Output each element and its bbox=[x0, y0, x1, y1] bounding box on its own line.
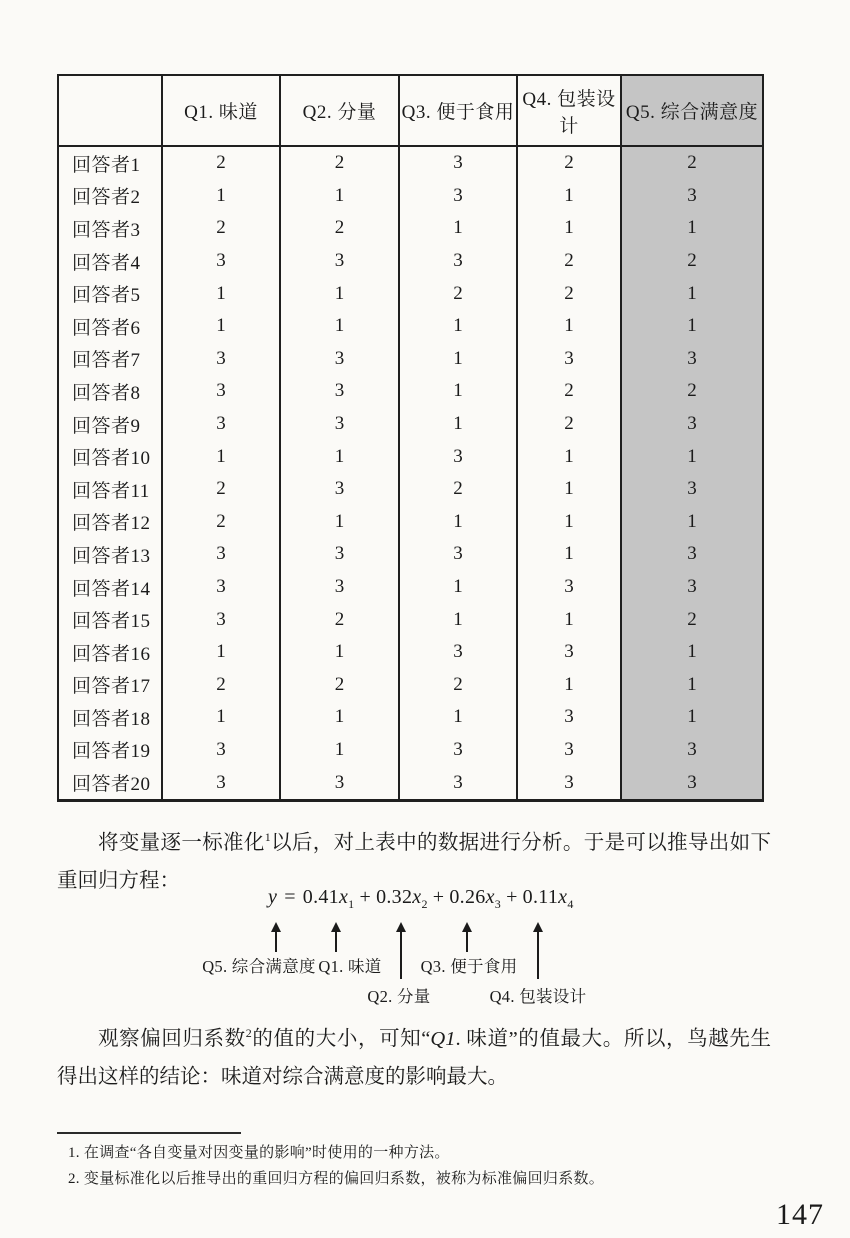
table-header-row bbox=[58, 75, 763, 146]
cell-q2: 1 bbox=[280, 701, 399, 734]
cell-q4: 3 bbox=[517, 636, 621, 669]
paragraph-text: ”的值最大。所以，鸟越先生得出这样的结论：味道对综合满意度的影响最大。 bbox=[57, 1028, 772, 1088]
cell-q5: 3 bbox=[621, 343, 763, 376]
table-row bbox=[58, 538, 763, 571]
paragraph-text: 的值的大小，可知“ bbox=[251, 1028, 431, 1050]
table-row bbox=[58, 473, 763, 506]
annotation-label-q2: Q2. 分量 bbox=[367, 987, 431, 1006]
paragraph-text: 观察偏回归系数 bbox=[98, 1028, 246, 1050]
annotation-label-q1: Q1. 味道 bbox=[318, 957, 382, 976]
table-row bbox=[58, 701, 763, 734]
equation-term-4: $0.11x_4$ bbox=[522, 886, 574, 911]
cell-q4: 1 bbox=[517, 180, 621, 213]
cell-q1: 1 bbox=[162, 180, 280, 213]
cell-q5: 1 bbox=[621, 636, 763, 669]
cell-q4: 2 bbox=[517, 408, 621, 441]
cell-q4: 3 bbox=[517, 343, 621, 376]
equation-lhs: y bbox=[268, 886, 278, 908]
cell-q2: 3 bbox=[280, 538, 399, 571]
table-row bbox=[58, 343, 763, 376]
row-label: 回答者6 bbox=[72, 317, 141, 339]
corner-cell bbox=[58, 75, 162, 146]
cell-q2: 3 bbox=[280, 571, 399, 604]
row-label: 回答者9 bbox=[72, 415, 141, 437]
cell-q1: 1 bbox=[162, 440, 280, 473]
row-label: 回答者20 bbox=[72, 774, 151, 796]
cell-q3: 2 bbox=[399, 473, 517, 506]
table-row bbox=[58, 245, 763, 278]
paragraph-text: 以后，对上表中的数据进行分析。于是可以推导出如下重回归方程： bbox=[57, 832, 771, 892]
row-label: 回答者1 bbox=[72, 154, 141, 176]
cell-q1: 3 bbox=[162, 245, 280, 278]
cell-q5: 3 bbox=[621, 734, 763, 767]
plus-sign: + bbox=[506, 886, 518, 908]
cell-q1: 3 bbox=[162, 766, 280, 800]
equals-sign: = bbox=[284, 886, 296, 908]
equation-term-2: $0.32x_2$ bbox=[376, 886, 428, 911]
cell-q4: 1 bbox=[517, 310, 621, 343]
annotation-label-q5: Q5. 综合满意度 bbox=[202, 957, 316, 976]
row-label: 回答者11 bbox=[72, 480, 150, 502]
equation-term-3: $0.26x_3$ bbox=[449, 886, 502, 911]
cell-q2: 3 bbox=[280, 473, 399, 506]
row-label: 回答者13 bbox=[72, 545, 151, 567]
table-row bbox=[58, 310, 763, 343]
col-header-q2: Q2. 分量 bbox=[280, 75, 399, 146]
cell-q2: 2 bbox=[280, 669, 399, 702]
cell-q3: 3 bbox=[399, 636, 517, 669]
cell-q5: 2 bbox=[621, 245, 763, 278]
cell-q2: 1 bbox=[280, 440, 399, 473]
cell-q3: 1 bbox=[399, 506, 517, 539]
arrow-up-icon bbox=[275, 931, 277, 952]
cell-q4: 1 bbox=[517, 473, 621, 506]
footnotes bbox=[68, 1140, 788, 1192]
cell-q2: 3 bbox=[280, 408, 399, 441]
footnote-separator bbox=[57, 1132, 241, 1134]
cell-q1: 2 bbox=[162, 146, 280, 180]
cell-q4: 1 bbox=[517, 603, 621, 636]
table-row bbox=[58, 146, 763, 180]
footnote-ref-2: 2 bbox=[245, 1026, 252, 1041]
row-label: 回答者16 bbox=[72, 643, 151, 665]
arrow-up-icon bbox=[400, 931, 402, 979]
cell-q5: 3 bbox=[621, 473, 763, 506]
cell-q1: 2 bbox=[162, 669, 280, 702]
cell-q3: 2 bbox=[399, 277, 517, 310]
cell-q1: 1 bbox=[162, 310, 280, 343]
cell-q1: 2 bbox=[162, 506, 280, 539]
arrow-up-icon bbox=[537, 931, 539, 979]
quoted-variable-rest: . 味道 bbox=[455, 1028, 509, 1050]
cell-q3: 1 bbox=[399, 571, 517, 604]
cell-q1: 3 bbox=[162, 603, 280, 636]
row-label: 回答者19 bbox=[72, 741, 151, 763]
cell-q5: 1 bbox=[621, 506, 763, 539]
cell-q2: 2 bbox=[280, 146, 399, 180]
cell-q5: 1 bbox=[621, 277, 763, 310]
cell-q4: 3 bbox=[517, 766, 621, 800]
cell-q3: 3 bbox=[399, 440, 517, 473]
survey-table bbox=[57, 74, 764, 802]
col-header-q3: Q3. 便于食用 bbox=[399, 75, 517, 146]
table-row bbox=[58, 408, 763, 441]
cell-q2: 1 bbox=[280, 310, 399, 343]
cell-q5: 3 bbox=[621, 180, 763, 213]
regression-equation bbox=[268, 886, 574, 909]
paragraph-conclusion bbox=[57, 1020, 771, 1096]
cell-q1: 1 bbox=[162, 277, 280, 310]
col-header-q1: Q1. 味道 bbox=[162, 75, 280, 146]
row-label: 回答者18 bbox=[72, 708, 151, 730]
row-label: 回答者17 bbox=[72, 676, 151, 698]
annotation-label-q4: Q4. 包装设计 bbox=[489, 987, 587, 1006]
footnote-1: 1. 在调查“各自变量对因变量的影响”时使用的一种方法。 bbox=[68, 1145, 450, 1161]
table-row bbox=[58, 277, 763, 310]
cell-q1: 3 bbox=[162, 408, 280, 441]
quoted-variable: Q1 bbox=[430, 1028, 456, 1050]
cell-q3: 2 bbox=[399, 669, 517, 702]
cell-q5: 3 bbox=[621, 766, 763, 800]
row-label: 回答者3 bbox=[72, 219, 141, 241]
cell-q3: 1 bbox=[399, 212, 517, 245]
col-header-q5: Q5. 综合满意度 bbox=[621, 75, 763, 146]
cell-q2: 3 bbox=[280, 766, 399, 800]
table-row bbox=[58, 180, 763, 213]
cell-q4: 1 bbox=[517, 212, 621, 245]
cell-q5: 2 bbox=[621, 603, 763, 636]
table-row bbox=[58, 440, 763, 473]
footnote-2: 2. 变量标准化以后推导出的重回归方程的偏回归系数，被称为标准偏回归系数。 bbox=[68, 1171, 605, 1187]
cell-q4: 1 bbox=[517, 538, 621, 571]
cell-q4: 2 bbox=[517, 375, 621, 408]
cell-q2: 1 bbox=[280, 636, 399, 669]
cell-q1: 3 bbox=[162, 571, 280, 604]
cell-q1: 1 bbox=[162, 636, 280, 669]
cell-q4: 1 bbox=[517, 506, 621, 539]
row-label: 回答者8 bbox=[72, 382, 141, 404]
cell-q3: 3 bbox=[399, 180, 517, 213]
table-row bbox=[58, 766, 763, 800]
cell-q2: 2 bbox=[280, 212, 399, 245]
cell-q5: 1 bbox=[621, 310, 763, 343]
table-row bbox=[58, 506, 763, 539]
arrow-up-icon bbox=[466, 931, 468, 952]
cell-q3: 3 bbox=[399, 538, 517, 571]
table-row bbox=[58, 375, 763, 408]
cell-q2: 3 bbox=[280, 375, 399, 408]
cell-q5: 3 bbox=[621, 538, 763, 571]
cell-q2: 3 bbox=[280, 245, 399, 278]
cell-q1: 2 bbox=[162, 473, 280, 506]
cell-q4: 3 bbox=[517, 701, 621, 734]
arrow-up-icon bbox=[335, 931, 337, 952]
cell-q2: 3 bbox=[280, 343, 399, 376]
cell-q4: 2 bbox=[517, 146, 621, 180]
cell-q1: 3 bbox=[162, 734, 280, 767]
table-row bbox=[58, 734, 763, 767]
row-label: 回答者7 bbox=[72, 350, 141, 372]
cell-q5: 1 bbox=[621, 669, 763, 702]
cell-q5: 2 bbox=[621, 375, 763, 408]
cell-q2: 1 bbox=[280, 506, 399, 539]
row-label: 回答者15 bbox=[72, 611, 151, 633]
cell-q2: 1 bbox=[280, 734, 399, 767]
table-body bbox=[58, 146, 763, 800]
cell-q4: 3 bbox=[517, 734, 621, 767]
cell-q2: 1 bbox=[280, 180, 399, 213]
cell-q3: 3 bbox=[399, 245, 517, 278]
cell-q4: 1 bbox=[517, 440, 621, 473]
annotation-label-q3: Q3. 便于食用 bbox=[420, 957, 518, 976]
cell-q3: 1 bbox=[399, 343, 517, 376]
cell-q3: 1 bbox=[399, 375, 517, 408]
cell-q3: 1 bbox=[399, 408, 517, 441]
cell-q3: 1 bbox=[399, 310, 517, 343]
table-row bbox=[58, 212, 763, 245]
cell-q3: 1 bbox=[399, 701, 517, 734]
cell-q5: 1 bbox=[621, 701, 763, 734]
footnote-ref-1: 1 bbox=[264, 830, 271, 845]
table-row bbox=[58, 669, 763, 702]
cell-q1: 3 bbox=[162, 375, 280, 408]
table-row bbox=[58, 603, 763, 636]
cell-q3: 3 bbox=[399, 146, 517, 180]
cell-q1: 3 bbox=[162, 343, 280, 376]
table-row bbox=[58, 636, 763, 669]
cell-q4: 3 bbox=[517, 571, 621, 604]
row-label: 回答者4 bbox=[72, 252, 141, 274]
cell-q4: 2 bbox=[517, 277, 621, 310]
cell-q1: 1 bbox=[162, 701, 280, 734]
cell-q2: 2 bbox=[280, 603, 399, 636]
cell-q1: 3 bbox=[162, 538, 280, 571]
cell-q5: 2 bbox=[621, 146, 763, 180]
row-label: 回答者14 bbox=[72, 578, 151, 600]
cell-q3: 1 bbox=[399, 603, 517, 636]
paragraph-text: 将变量逐一标准化 bbox=[98, 832, 265, 854]
row-label: 回答者2 bbox=[72, 187, 141, 209]
col-header-q4: Q4. 包装设计 bbox=[517, 75, 621, 146]
cell-q3: 3 bbox=[399, 734, 517, 767]
cell-q5: 1 bbox=[621, 440, 763, 473]
row-label: 回答者12 bbox=[72, 513, 151, 535]
plus-sign: + bbox=[359, 886, 372, 908]
equation-term-1: $0.41x_1$ bbox=[302, 886, 355, 911]
row-label: 回答者10 bbox=[72, 448, 151, 470]
page-number: 147 bbox=[776, 1198, 824, 1231]
cell-q1: 2 bbox=[162, 212, 280, 245]
cell-q5: 3 bbox=[621, 571, 763, 604]
cell-q4: 1 bbox=[517, 669, 621, 702]
cell-q4: 2 bbox=[517, 245, 621, 278]
row-label: 回答者5 bbox=[72, 285, 141, 307]
plus-sign: + bbox=[432, 886, 445, 908]
table-row bbox=[58, 571, 763, 604]
cell-q5: 1 bbox=[621, 212, 763, 245]
cell-q5: 3 bbox=[621, 408, 763, 441]
cell-q2: 1 bbox=[280, 277, 399, 310]
cell-q3: 3 bbox=[399, 766, 517, 800]
